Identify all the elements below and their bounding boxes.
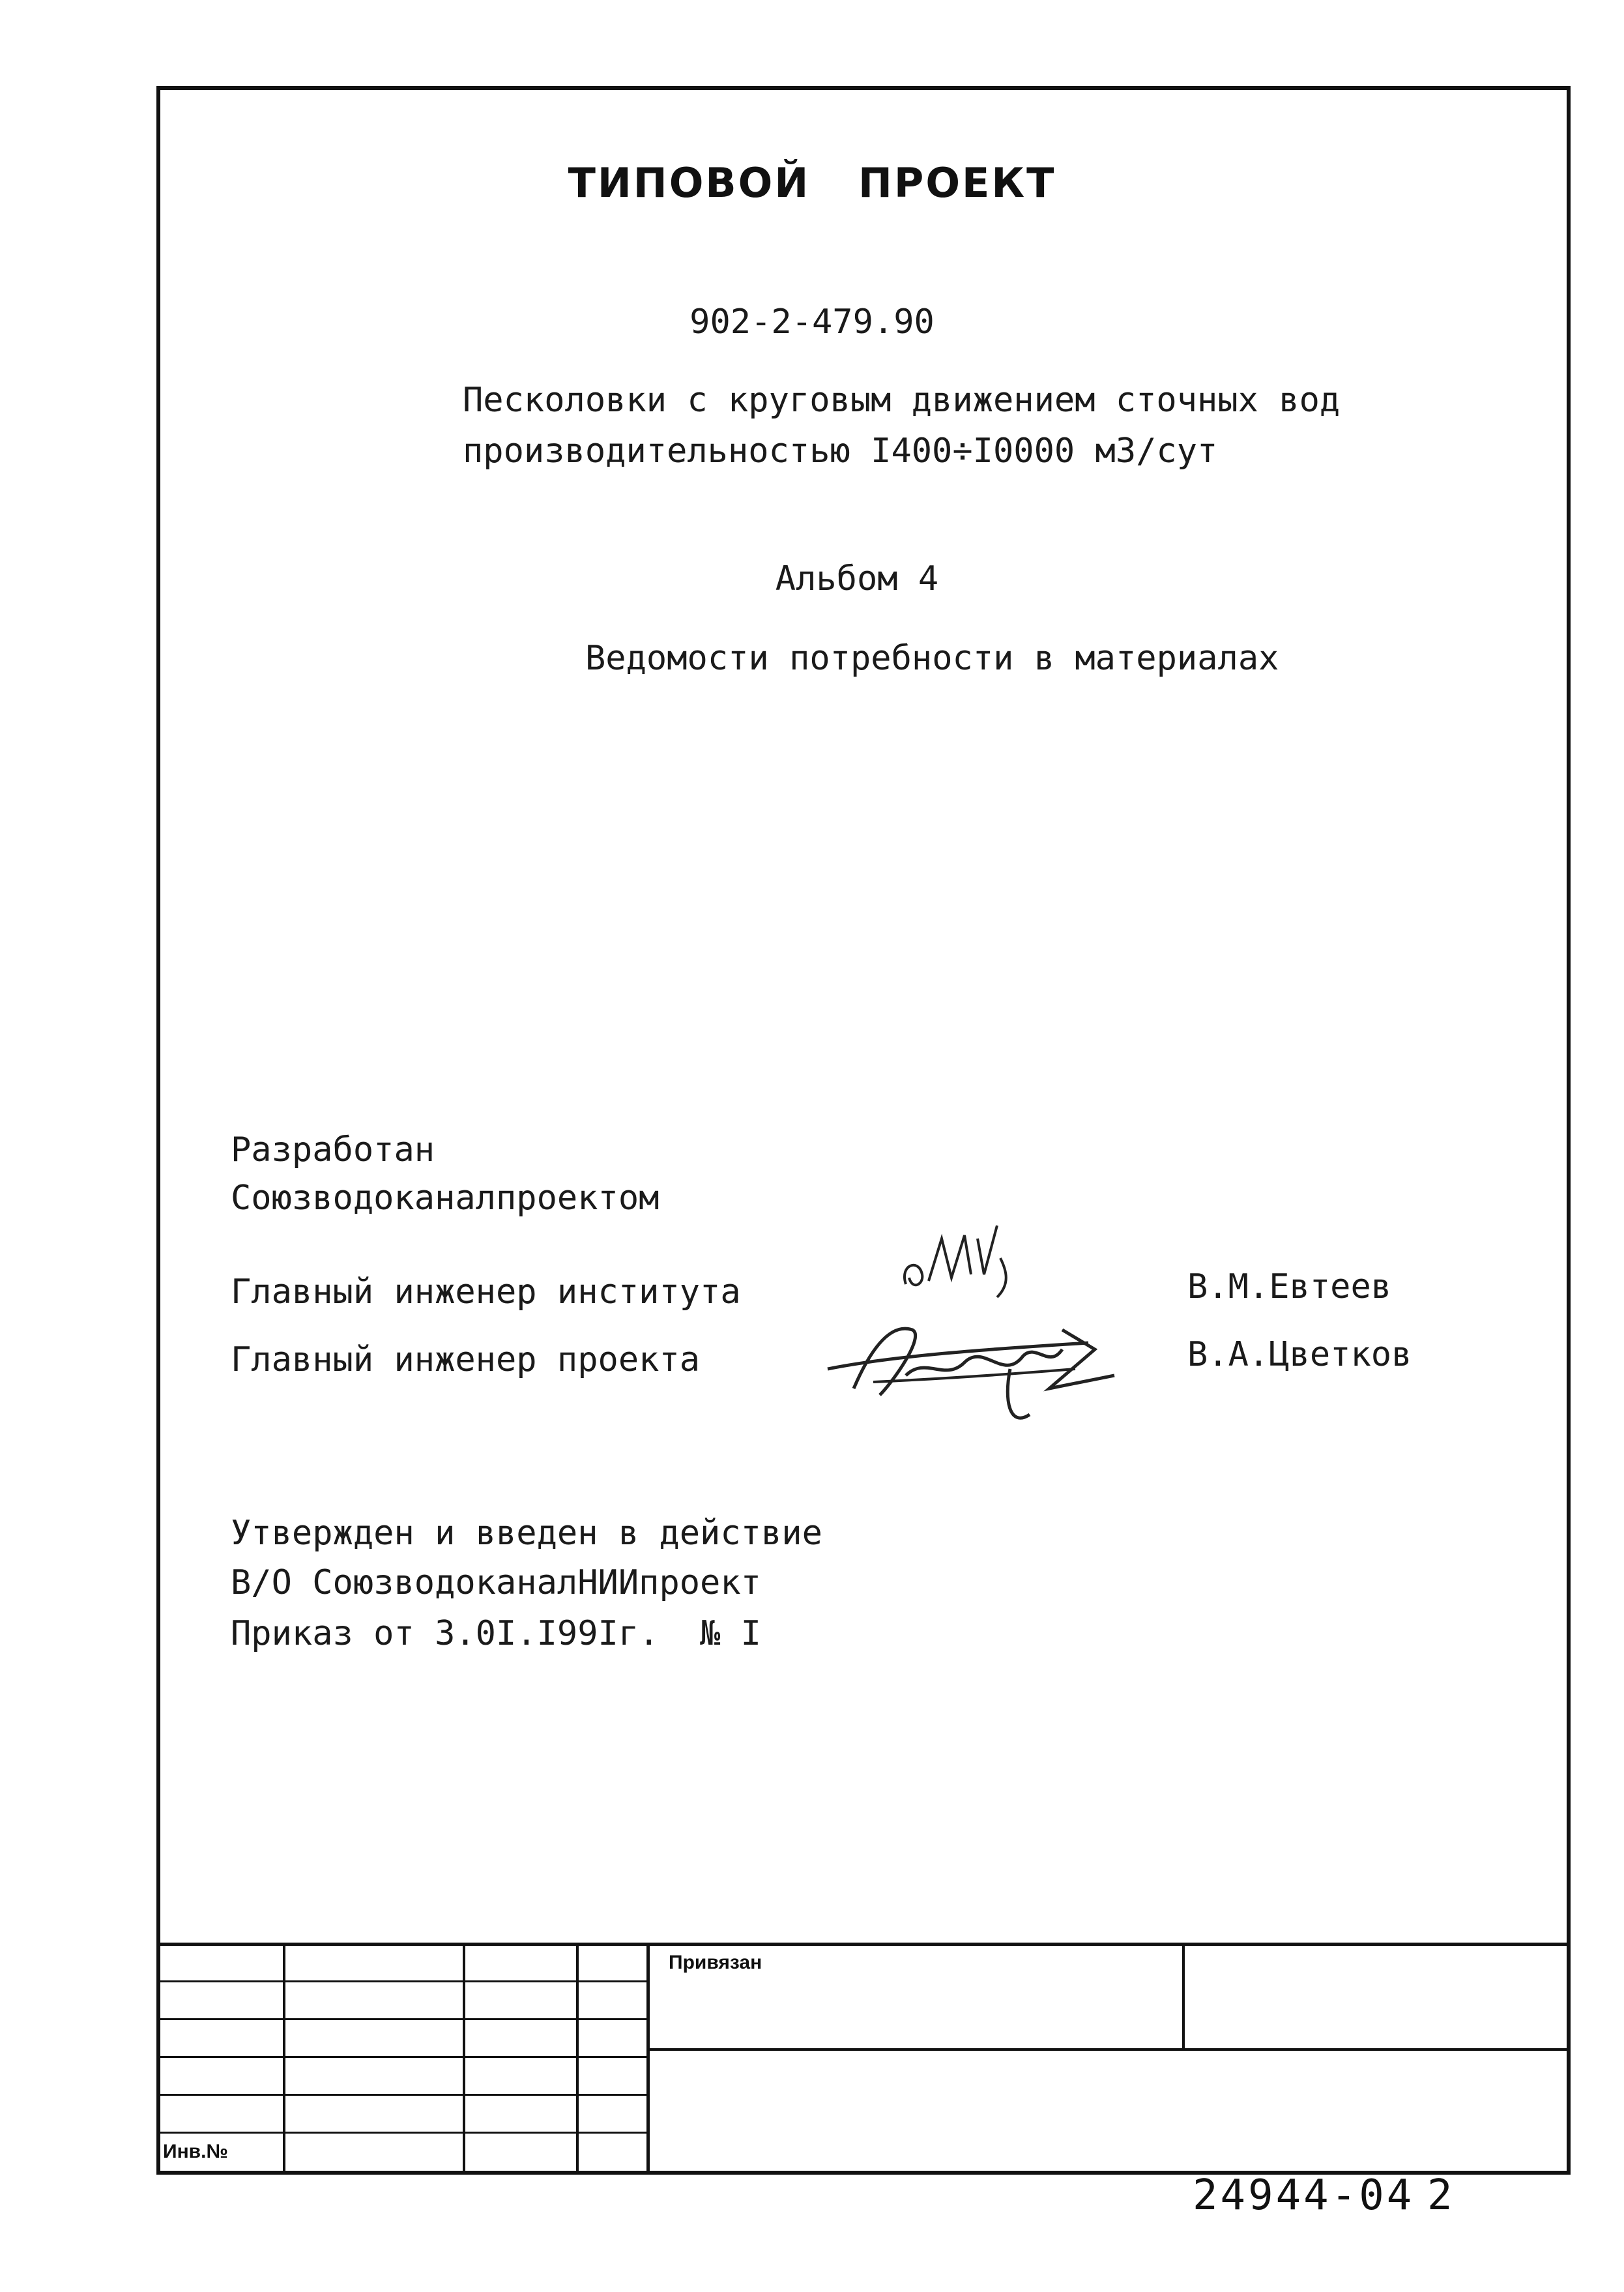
approval-line-1: Утвержден и введен в действие — [231, 1514, 822, 1553]
stamp-grid-hline-2 — [156, 2018, 646, 2020]
stamp-right-hline — [646, 2048, 1571, 2051]
stamp-grid-vline-4 — [646, 1943, 650, 2175]
description-line-2: производительностью I400÷I0000 м3/сут — [463, 432, 1218, 471]
stamp-grid-hline-5 — [156, 2132, 646, 2134]
album-subject: Ведомости потребности в материалах — [585, 639, 1279, 678]
approval-line-2: В/О СоюзводоканалНИИпроект — [231, 1563, 761, 1602]
approval-line-3: Приказ от 3.0I.I99Iг. № I — [231, 1614, 761, 1653]
signatory-role-1: Главный инженер института — [231, 1272, 741, 1312]
stamp-inventory-label: Инв.№ — [163, 2141, 228, 2162]
sheet-number: 2 — [1427, 2171, 1455, 2220]
stamp-grid-hline-3 — [156, 2056, 646, 2058]
stamp-grid-vline-2 — [463, 1943, 465, 2175]
developed-by-label: Разработан — [231, 1130, 435, 1169]
developer-organization: Союзводоканалпроектом — [231, 1179, 660, 1218]
stamp-top-border — [156, 1943, 1571, 1946]
stamp-grid-vline-1 — [283, 1943, 285, 2175]
project-code: 902-2-479.90 — [689, 302, 935, 342]
document-title: ТИПОВОЙ ПРОЕКТ — [568, 159, 1056, 207]
signature-chief-engineer-institute — [893, 1212, 1043, 1310]
stamp-grid-hline-4 — [156, 2094, 646, 2096]
stamp-bound-label: Привязан — [669, 1952, 762, 1973]
stamp-right-vline — [1182, 1943, 1185, 2050]
signature-chief-engineer-project — [815, 1304, 1127, 1434]
stamp-grid-hline-1 — [156, 1980, 646, 1982]
album-number: Альбом 4 — [775, 559, 939, 598]
title-block-stamp — [156, 1943, 1571, 2175]
description-line-1: Песколовки с круговым движением сточных вод — [463, 381, 1341, 420]
signatory-role-2: Главный инженер проекта — [231, 1340, 701, 1379]
stamp-grid-vline-3 — [576, 1943, 579, 2175]
signatory-name-2: В.А.Цветков — [1187, 1335, 1412, 1374]
signatory-name-1: В.М.Евтеев — [1187, 1267, 1392, 1306]
document-number: 24944-04 — [1193, 2171, 1415, 2220]
